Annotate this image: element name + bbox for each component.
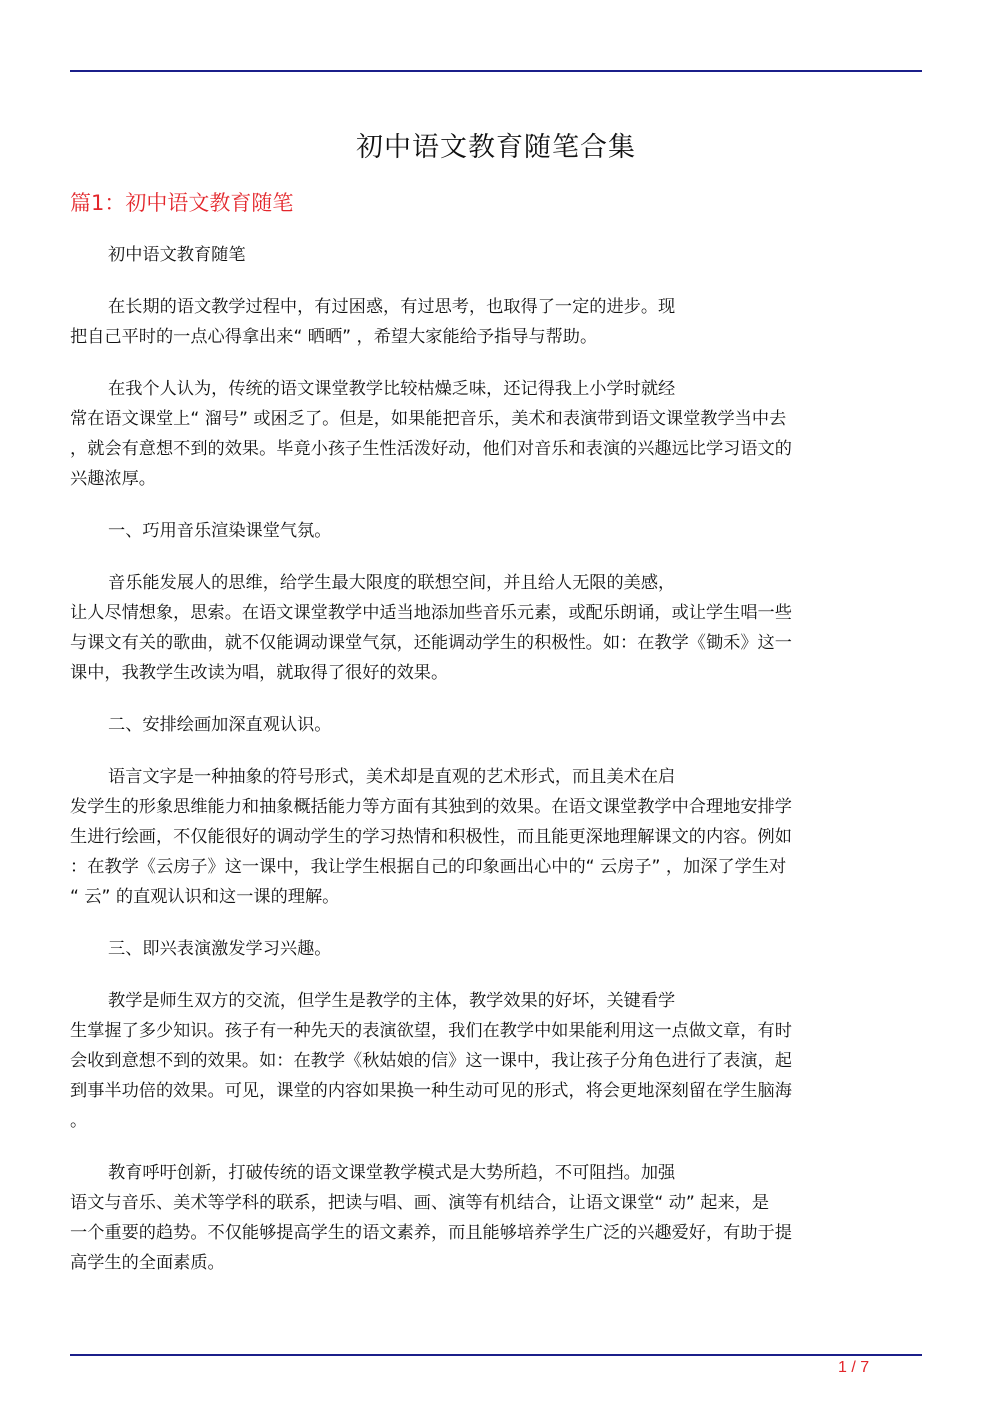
body-paragraph bbox=[70, 374, 916, 494]
paragraph-line: ，就会有意想不到的效果。毕竟小孩子生性活泼好动，他们对音乐和表演的兴趣远比学习语文的 bbox=[70, 439, 792, 459]
paragraph-line: 发学生的形象思维能力和抽象概括能力等方面有其独到的效果。在语文课堂教学中合理地安排学 bbox=[70, 797, 792, 817]
paragraph-line: 语言文字是一种抽象的符号形式，美术却是直观的艺术形式，而且美术在启 bbox=[108, 767, 676, 787]
paragraph-line: 把自己平时的一点心得拿出来“ 晒晒” ，希望大家能给予指导与帮助。 bbox=[70, 327, 598, 347]
paragraph-line: 初中语文教育随笔 bbox=[108, 245, 246, 265]
paragraph-line: 高学生的全面素质。 bbox=[70, 1253, 225, 1273]
body-paragraph bbox=[70, 1158, 916, 1278]
body-paragraph bbox=[70, 292, 916, 352]
document-body bbox=[70, 240, 916, 1300]
paragraph-line: 音乐能发展人的思维，给学生最大限度的联想空间，并且给人无限的美感， bbox=[108, 573, 676, 593]
page-number: 1 / 7 bbox=[838, 1359, 870, 1376]
paragraph-line: 。 bbox=[70, 1111, 88, 1131]
section-heading: 篇1：初中语文教育随笔 bbox=[70, 191, 294, 215]
paragraph-line: “ 云” 的直观认识和这一课的理解。 bbox=[70, 887, 340, 907]
paragraph-line: 课中，我教学生改读为唱，就取得了很好的效果。 bbox=[70, 663, 449, 683]
paragraph-line: 常在语文课堂上“ 溜号” 或困乏了。但是，如果能把音乐，美术和表演带到语文课堂教学当中去 bbox=[70, 409, 787, 429]
paragraph-line: 兴趣浓厚。 bbox=[70, 469, 156, 489]
body-paragraph bbox=[70, 240, 916, 270]
body-paragraph bbox=[70, 710, 916, 740]
paragraph-line: 与课文有关的歌曲，就不仅能调动课堂气氛，还能调动学生的积极性。如：在教学《锄禾》这一 bbox=[70, 633, 792, 653]
paragraph-line: 教学是师生双方的交流，但学生是教学的主体，教学效果的好坏，关键看学 bbox=[108, 991, 676, 1011]
paragraph-line: 到事半功倍的效果。可见，课堂的内容如果换一种生动可见的形式，将会更地深刻留在学生脑海 bbox=[70, 1081, 792, 1101]
paragraph-line: 教育呼吁创新，打破传统的语文课堂教学模式是大势所趋，不可阻挡。加强 bbox=[108, 1163, 676, 1183]
paragraph-line: 三、即兴表演激发学习兴趣。 bbox=[108, 939, 332, 959]
paragraph-line: ：在教学《云房子》这一课中，我让学生根据自己的印象画出心中的“ 云房子” ，加深了学生对 bbox=[70, 857, 787, 877]
body-paragraph bbox=[70, 986, 916, 1136]
document-title: 初中语文教育随笔合集 bbox=[356, 132, 636, 163]
header-rule bbox=[70, 70, 922, 72]
footer-rule bbox=[70, 1354, 922, 1356]
paragraph-line: 一个重要的趋势。不仅能够提高学生的语文素养，而且能够培养学生广泛的兴趣爱好，有助于提 bbox=[70, 1223, 792, 1243]
paragraph-line: 语文与音乐、美术等学科的联系，把读与唱、画、演等有机结合，让语文课堂“ 动” 起来，是 bbox=[70, 1193, 770, 1213]
paragraph-line: 在长期的语文教学过程中，有过困惑，有过思考，也取得了一定的进步。现 bbox=[108, 297, 676, 317]
body-paragraph bbox=[70, 934, 916, 964]
body-paragraph bbox=[70, 516, 916, 546]
paragraph-line: 生进行绘画，不仅能很好的调动学生的学习热情和积极性，而且能更深地理解课文的内容。例如 bbox=[70, 827, 792, 847]
paragraph-line: 让人尽情想象，思索。在语文课堂教学中适当地添加些音乐元素，或配乐朗诵，或让学生唱一些 bbox=[70, 603, 792, 623]
body-paragraph bbox=[70, 762, 916, 912]
paragraph-line: 二、安排绘画加深直观认识。 bbox=[108, 715, 332, 735]
paragraph-line: 在我个人认为，传统的语文课堂教学比较枯燥乏味，还记得我上小学时就经 bbox=[108, 379, 676, 399]
paragraph-line: 生掌握了多少知识。孩子有一种先天的表演欲望，我们在教学中如果能利用这一点做文章，有时 bbox=[70, 1021, 792, 1041]
paragraph-line: 一、巧用音乐渲染课堂气氛。 bbox=[108, 521, 332, 541]
body-paragraph bbox=[70, 568, 916, 688]
paragraph-line: 会收到意想不到的效果。如：在教学《秋姑娘的信》这一课中，我让孩子分角色进行了表演，起 bbox=[70, 1051, 792, 1071]
